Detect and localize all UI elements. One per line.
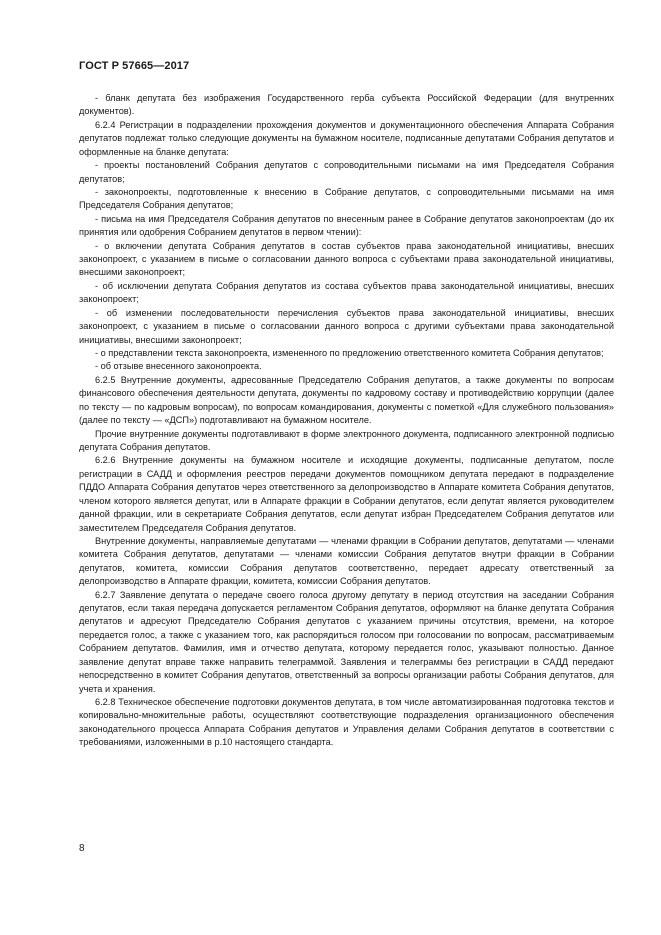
paragraph: - об отзыве внесенного законопроекта. <box>95 361 262 372</box>
paragraph: - письма на имя Председателя Собрания депутатов по внесенным ранее в Собрание депутатов законопроектам (до их принятия или одобрения Собранием депутатов в первом чтении): <box>79 213 614 238</box>
paragraph: - о представлении текста законопроекта, измененного по предложению ответственного комитета Собрания депутатов; <box>95 348 604 359</box>
paragraph: Прочие внутренние документы подготавливают в форме электронного документа, подписанного электронной подписью депутата Собрания депутатов. <box>79 428 614 452</box>
paragraph: 6.2.6 Внутренние документы на бумажном носителе и исходящие документы, подписанные депутатом, после регистрации в САДД и оформления реестров передачи документов помощником депутата передают в подразделение ПДДО Аппарата Собрания депутатов через ответственного за делопроизводство в Аппарате комитета Собрания депутатов, членом которого является депутат, или в Аппарате фракции в Собрании депутатов, если депутат является руководителем данной фракции, или в секретариате Собрания депутатов, если депутат избран Председателем Собрания депутатов или заместителем Председателя Собрания депутатов. <box>79 455 614 533</box>
paragraph: - проекты постановлений Собрания депутатов с сопроводительными письмами на имя Председателя Собрания депутатов; <box>79 160 614 184</box>
paragraph: - об изменении последовательности перечисления субъектов права законодательной инициативы, внесших законопроект, с указанием в письме о согласовании данного вопроса с другими субъектами права законодательной инициативы, внесшими законопроект; <box>79 307 614 345</box>
paragraph: - об исключении депутата Собрания депутатов из состава субъектов права законодательной инициативы, внесших законопроект; <box>79 280 614 305</box>
document-body <box>79 92 614 750</box>
paragraph: 6.2.4 Регистрации в подразделении прохождения документов и документационного обеспечения Аппарата Собрания депутатов подлежат только следующие документы на бумажном носителе, подписанные депутатами Собрания депутатов и оформленные на бланке депутата: <box>79 119 614 157</box>
paragraph: 6.2.7 Заявление депутата о передаче своего голоса другому депутату в период отсутствия на заседании Собрания депутатов, если такая передача допускается регламентом Собрания депутатов, оформляют на бланке депутата Собрания депутатов и адресуют Председателю Собрания депутатов с указанием причины отсутствия, времени, на которое передается голос, а также с указанием того, как распорядиться голосом при голосовании по вопросам, рассматриваемым Собранием депутатов. Фамилия, имя и отчество депутата, которому передается голос, указывают полностью. Данное заявление депутат вправе также направить телеграммой. Заявления и телеграммы без регистрации в САДД передают непосредственно в комитет Собрания депутатов, ответственный за вопросы организации работы Собрания депутатов, для учета и хранения. <box>79 589 614 694</box>
standard-header: ГОСТ Р 57665—2017 <box>79 60 190 72</box>
page-number: 8 <box>79 843 85 854</box>
paragraph: 6.2.5 Внутренние документы, адресованные Председателю Собрания депутатов, а также документы по вопросам финансового обеспечения деятельности депутата, документы по кадровому составу и противодействию коррупции (далее по тексту — по кадровым вопросам), по вопросам командирования, документы с пометкой «Для служебного пользования» (далее по тексту — «ДСП») подготавливают на бумажном носителе. <box>79 374 614 426</box>
paragraph: - бланк депутата без изображения Государственного герба субъекта Российской Федерации (для внутренних документов). <box>79 93 614 117</box>
paragraph: 6.2.8 Техническое обеспечение подготовки документов депутата, в том числе автоматизированная подготовка текстов и копировально-множительные работы, осуществляют соответствующие подразделения организационного обеспечения законодательного процесса Аппарата Собрания депутатов и Управления делами Собрания депутатов в соответствии с требованиями, изложенными в р.10 настоящего стандарта. <box>79 696 614 748</box>
paragraph: - законопроекты, подготовленные к внесению в Собрание депутатов, с сопроводительными письмами на имя Председателя Собрания депутатов; <box>79 186 614 211</box>
paragraph: Внутренние документы, направляемые депутатами — членами фракции в Собрании депутатов, депутатами — членами комитета Собрания депутатов, депутатами — членами комиссии Собрания депутатов внутри фракции в Собрании депутатов, комитета, комиссии Собрания депутатов соответственно, передает адресату ответственный за делопроизводство в Аппарате фракции, комитета, комиссии Собрания депутатов. <box>79 535 614 587</box>
paragraph: - о включении депутата Собрания депутатов в состав субъектов права законодательной инициативы, внесших законопроект, с указанием в письме о согласовании данного вопроса с субъектами права законодательной инициативы, внесшими законопроект; <box>79 240 614 278</box>
